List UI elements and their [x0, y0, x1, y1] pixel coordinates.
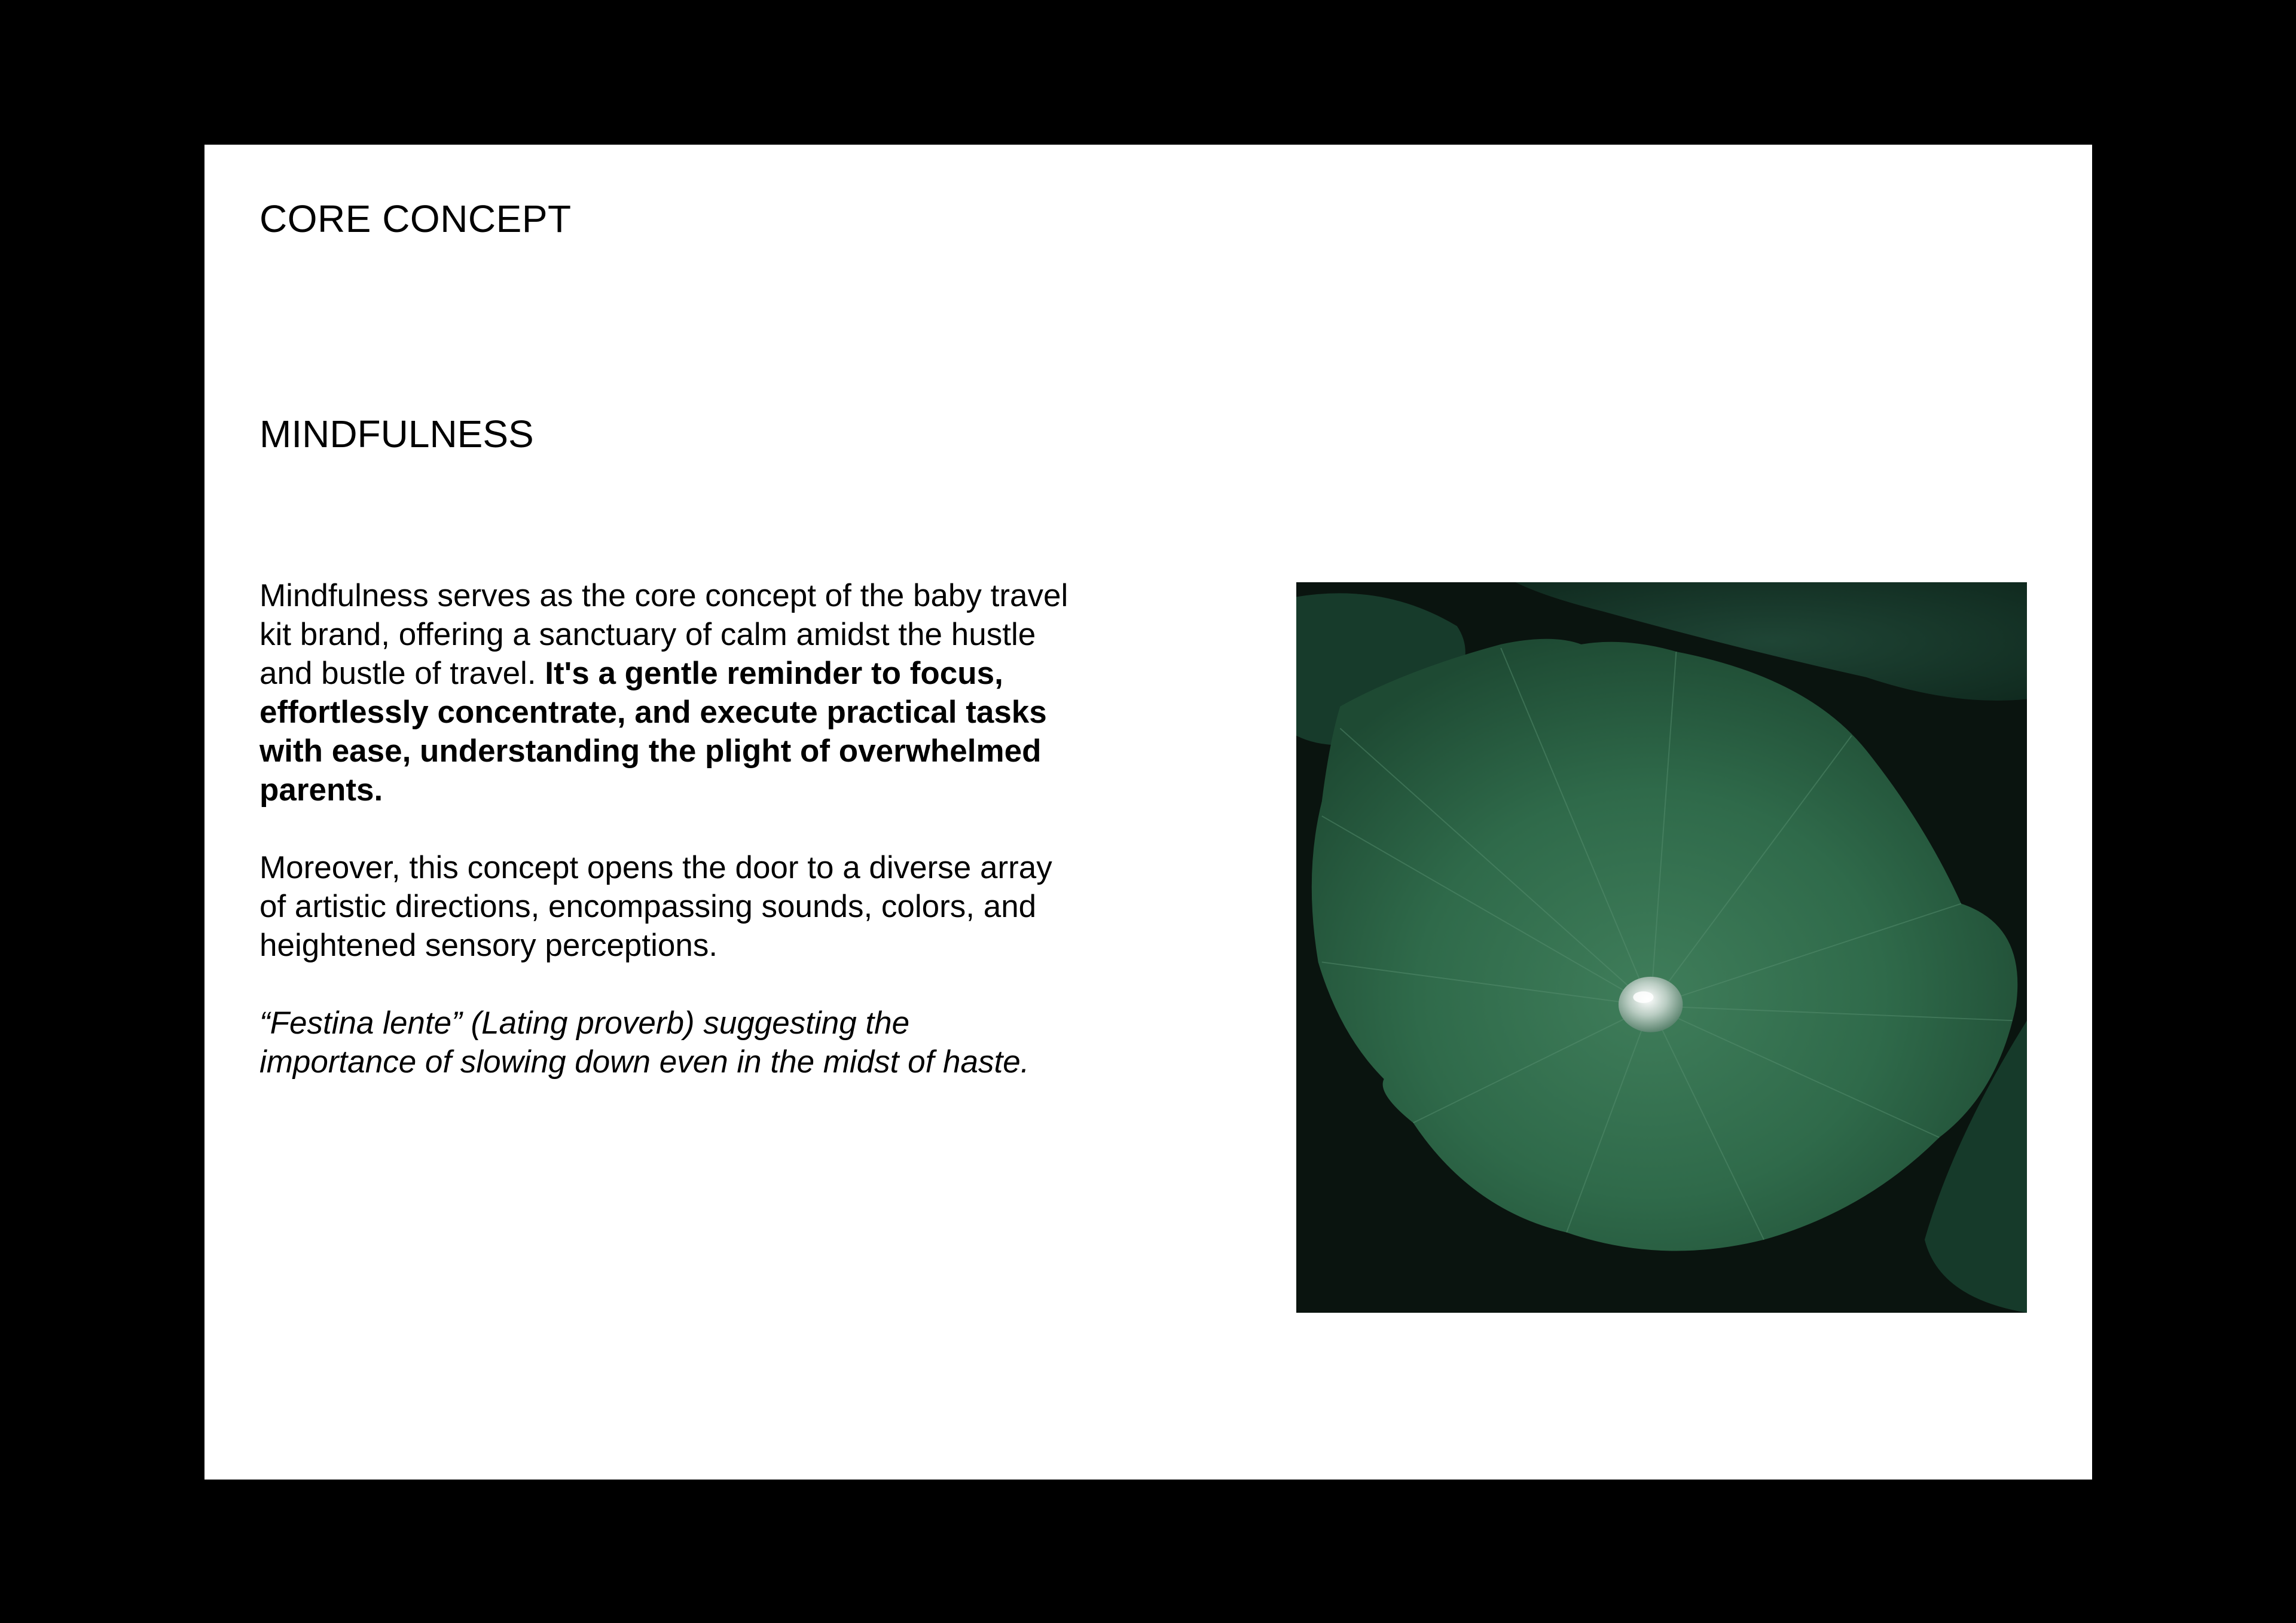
paragraph-intro-bold: It's a gentle reminder to focus, effortlessly concentrate, and execute practical tasks with ease, understanding the plight of overwhelmed parents. [259, 656, 1047, 808]
paragraph-directions: Moreover, this concept opens the door to a diverse array of artistic directions, encompassing sounds, colors, and heightened sensory perceptions. [259, 850, 1052, 963]
lotus-leaf-photo [1296, 582, 2027, 1313]
section-label: CORE CONCEPT [259, 197, 572, 240]
paragraph-intro [259, 576, 1073, 809]
water-droplet [1619, 977, 1683, 1032]
proverb-quote: “Festina lente” (Lating proverb) suggesting the importance of slowing down even in the midst of haste. [259, 1005, 1030, 1080]
concept-heading: MINDFULNESS [259, 412, 534, 456]
slide-page [204, 145, 2092, 1480]
paragraph-intro-plain: Mindfulness serves as the core concept of the baby travel kit brand, offering a sanctuary of calm amidst the hustle and bustle of travel. [259, 578, 1068, 691]
body-text [259, 576, 1073, 1120]
lotus-leaf-illustration [1296, 582, 2027, 1313]
droplet-highlight [1633, 991, 1653, 1003]
